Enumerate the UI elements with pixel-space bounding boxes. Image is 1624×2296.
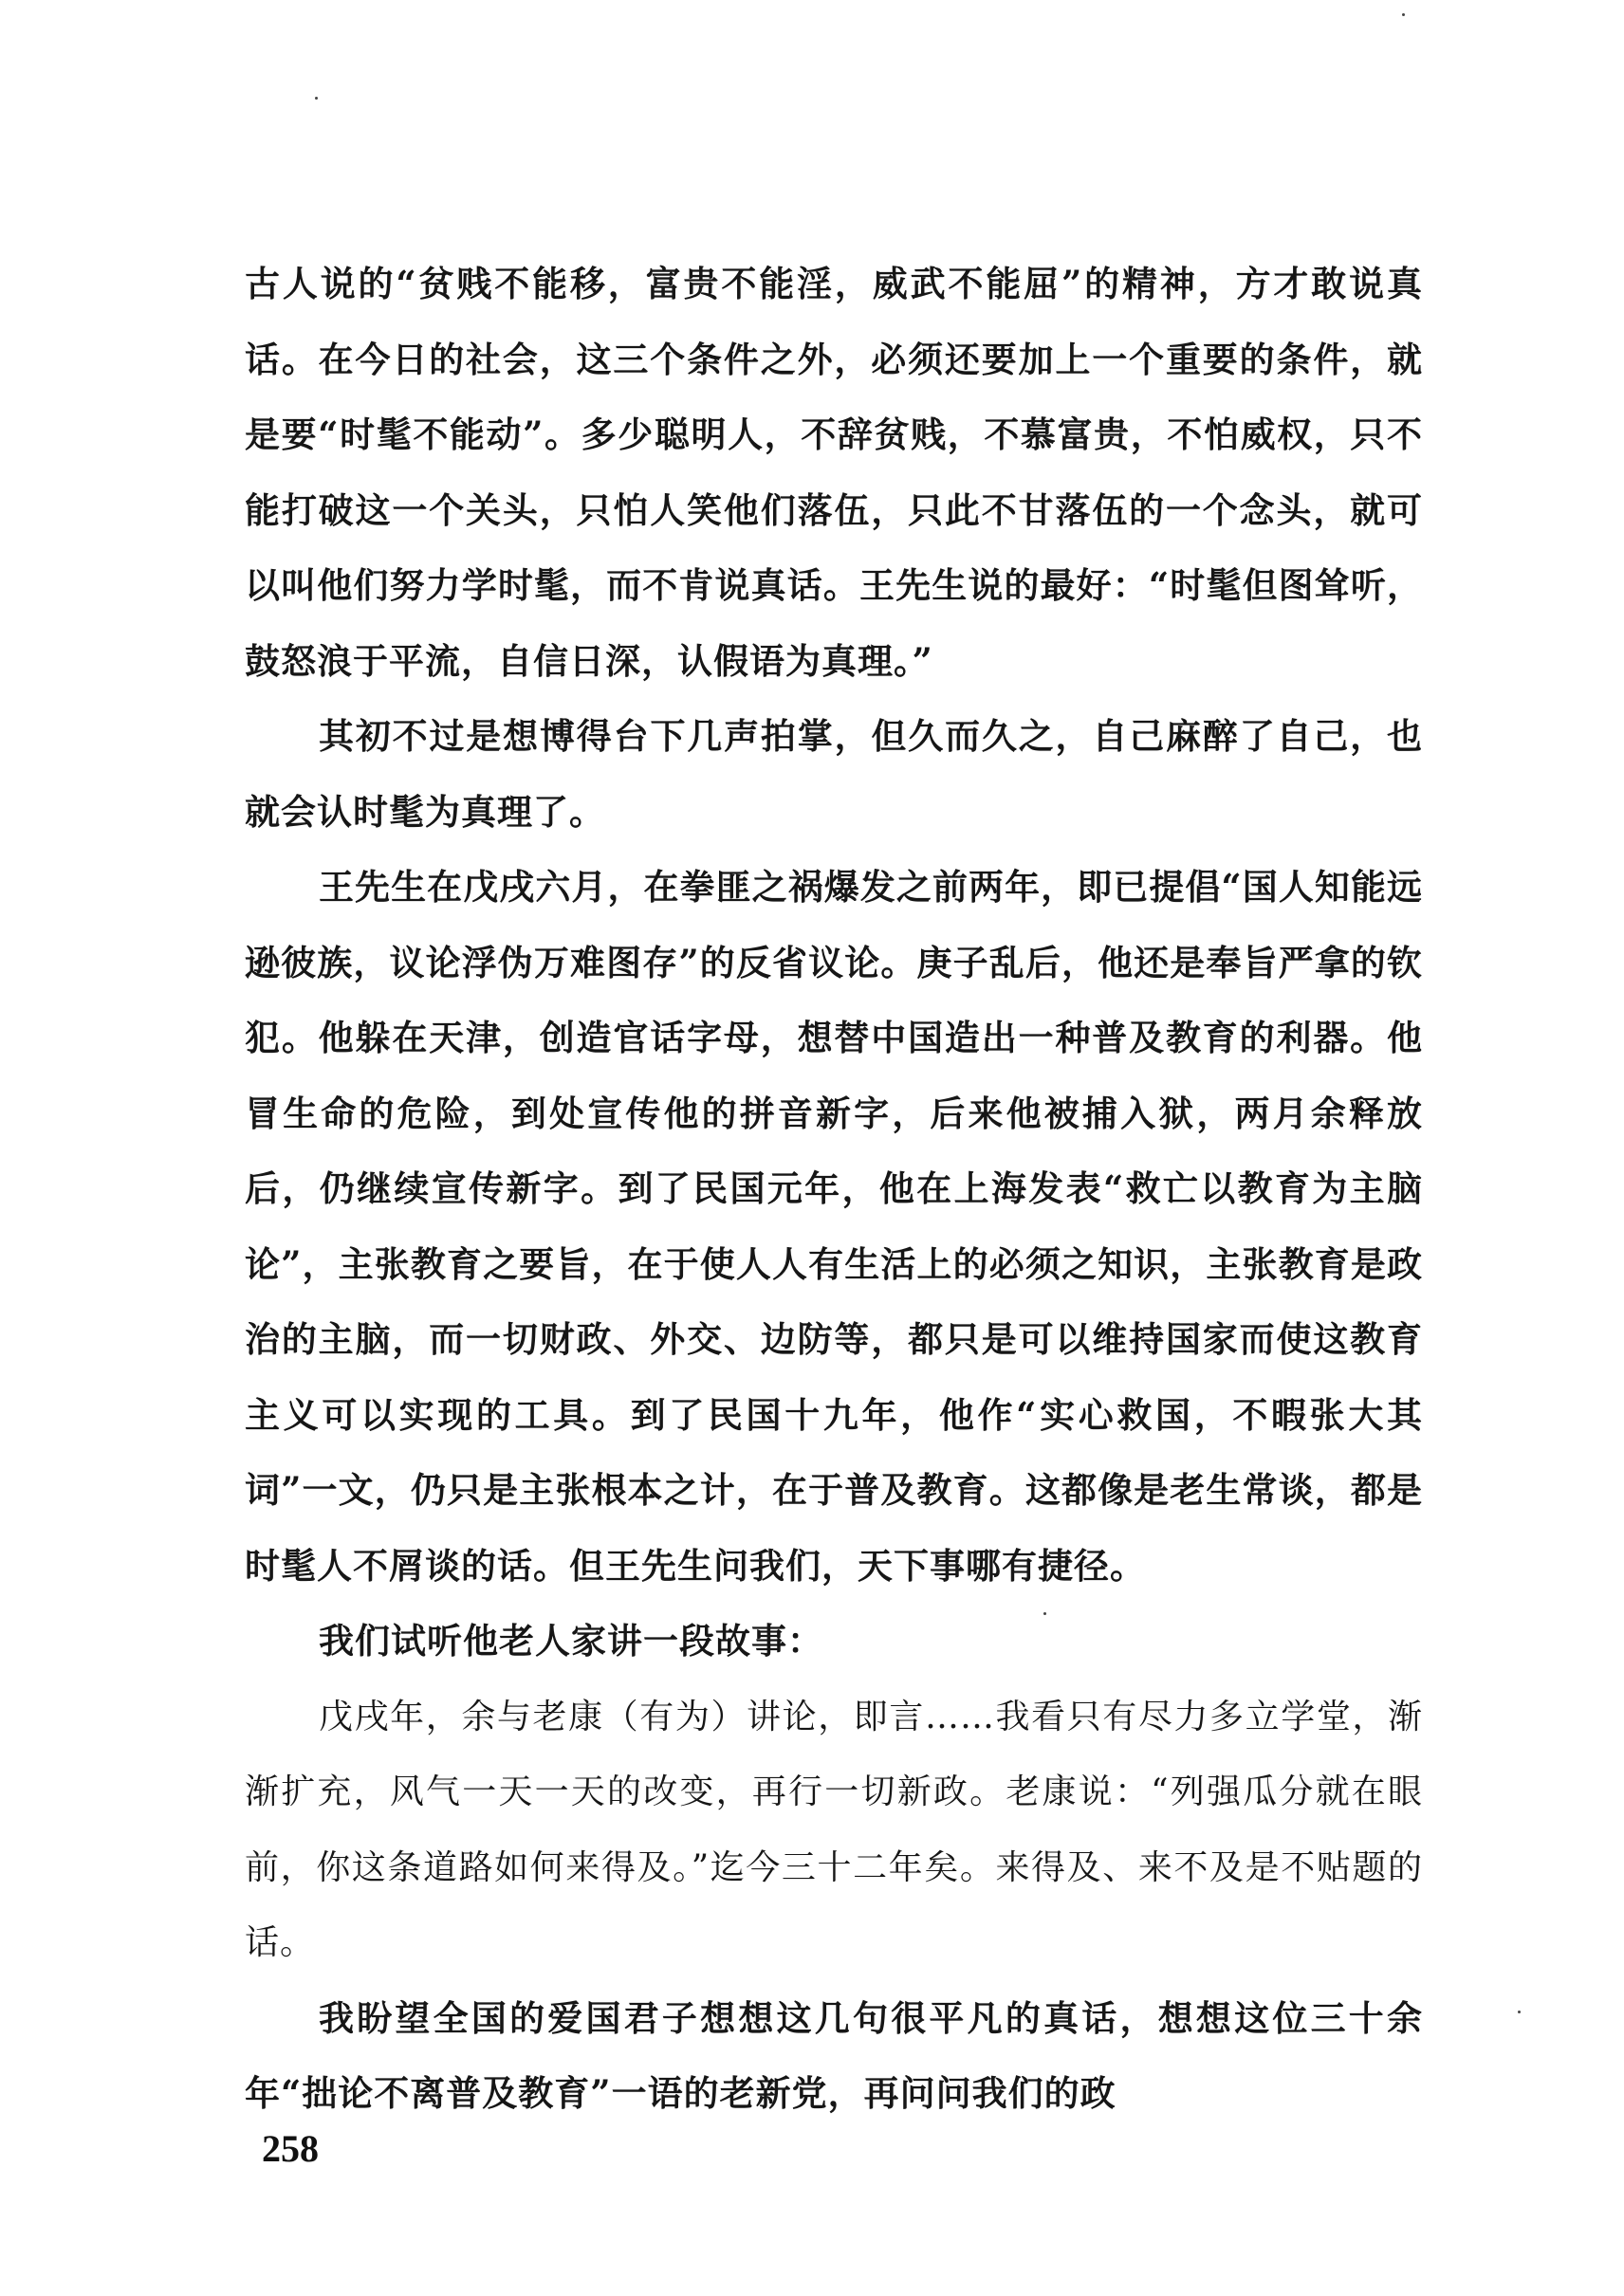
paragraph-1: 古人说的“贫贱不能移，富贵不能淫，威武不能屈”的精神，方才敢说真话。在今日的社会，这三个条件之外，必须还要加上一个重要的条件，就是要“时髦不能动”。多少聪明人，不辞贫贱，不慕富贵，不怕威权，只不能打破这一个关头，只怕人笑他们落伍，只此不甘落伍的一个念头，就可以叫他们努力学时髦，而不肯说真话。王先生说的最好：“时髦但图耸听，鼓怒浪于平流，自信日深，认假语为真理。” [245,263,1423,682]
scan-speck [1402,13,1405,16]
scan-speck [1518,2011,1521,2013]
paragraph-5: 我盼望全国的爱国君子想想这几句很平凡的真话，想想这位三十余年“拙论不离普及教育”一语的老新党，再问问我们的政 [245,1996,1423,2114]
paragraph-2: 其初不过是想博得台下几声拍掌，但久而久之，自己麻醉了自己，也就会认时髦为真理了。 [245,715,1423,833]
scan-speck [315,97,318,100]
block-quote: 戊戌年，余与老康（有为）讲论，即言……我看只有尽力多立学堂，渐渐扩充，风气一天一天的改变，再行一切新政。老康说：“列强瓜分就在眼前，你这条道路如何来得及。”迄今三十二年矣。来得及、来不及是不贴题的话。 [245,1697,1423,1962]
body-text [245,247,1423,2132]
paragraph-3: 王先生在戊戌六月，在拳匪之祸爆发之前两年，即已提倡“国人知能远逊彼族，议论浮伪万难图存”的反省议论。庚子乱后，他还是奉旨严拿的钦犯。他躲在天津，创造官话字母，想替中国造出一种普及教育的利器。他冒生命的危险，到处宣传他的拼音新字，后来他被捕入狱，两月余释放后，仍继续宣传新字。到了民国元年，他在上海发表“救亡以教育为主脑论”，主张教育之要旨，在于使人人有生活上的必须之知识，主张教育是政治的主脑，而一切财政、外交、边防等，都只是可以维持国家而使这教育主义可以实现的工具。到了民国十九年，他作“实心救国，不暇张大其词”一文，仍只是主张根本之计，在于普及教育。这都像是老生常谈，都是时髦人不屑谈的话。但王先生问我们，天下事哪有捷径。 [245,866,1423,1587]
paragraph-4: 我们试听他老人家讲一段故事： [319,1620,823,1662]
page-number: 258 [262,2127,319,2170]
